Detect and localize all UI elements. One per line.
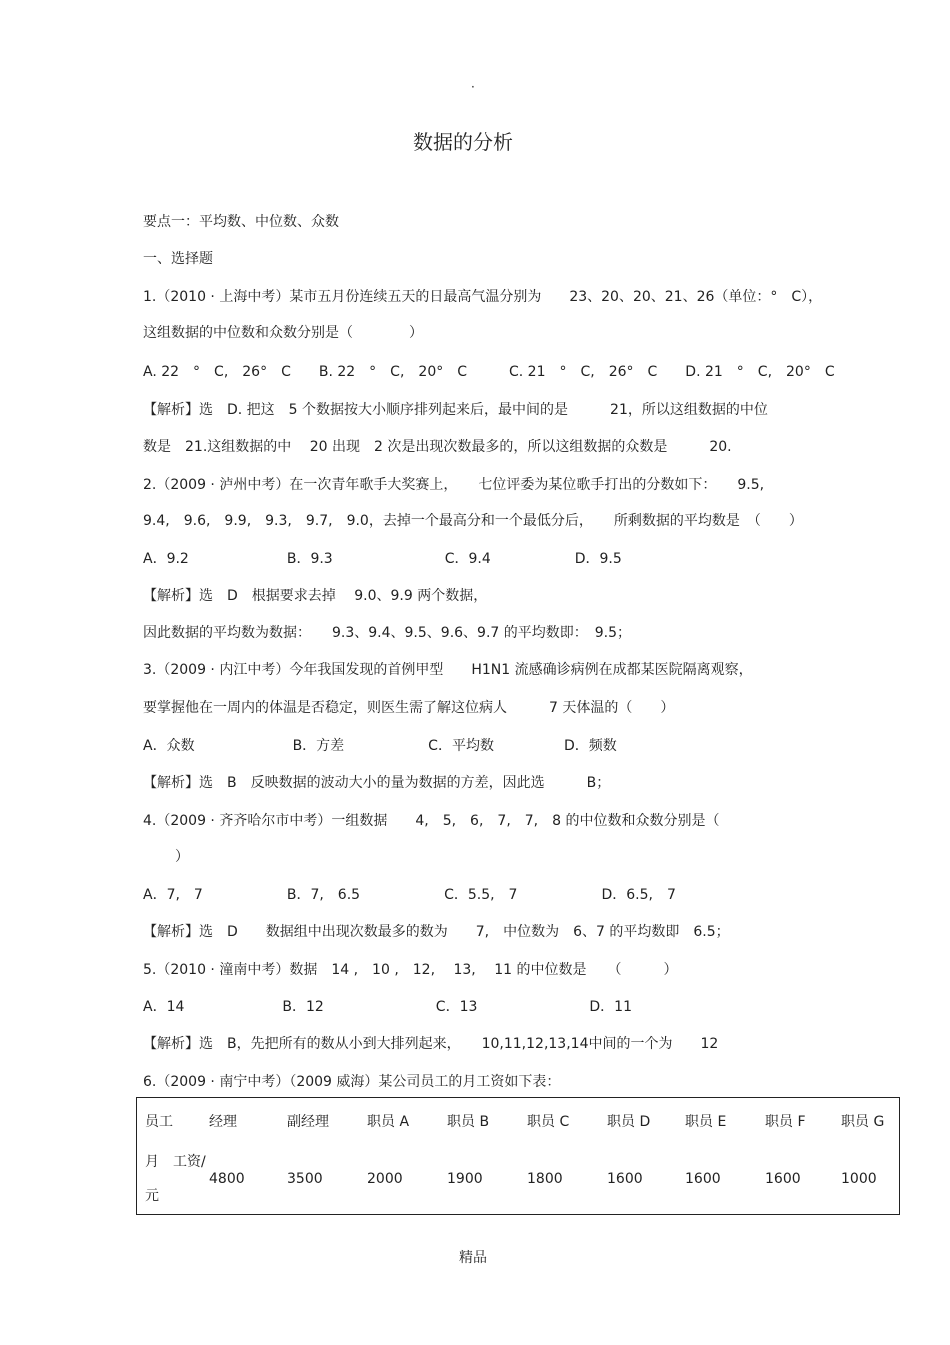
wage-table bbox=[136, 1097, 900, 1215]
text-line: ） bbox=[175, 849, 189, 865]
table-header-cell: 职员 A bbox=[367, 1113, 410, 1130]
table-cell: 1000 bbox=[841, 1170, 877, 1187]
footer-label: 精品 bbox=[459, 1250, 487, 1266]
text-line: A. 22 ° C, 26° C B. 22 ° C, 20° C C. 21 ° C, 26° C D. 21 ° C, 20° C bbox=[143, 364, 835, 380]
text-line: A．众数 B．方差 C．平均数 D．频数 bbox=[143, 738, 617, 754]
text-line: 数是 21.这组数据的中 20 出现 2 次是出现次数最多的，所以这组数据的众数是 20. bbox=[143, 439, 732, 455]
table-cell: 1900 bbox=[447, 1170, 483, 1187]
table-header-cell: 员工 bbox=[145, 1113, 173, 1130]
table-cell: 2000 bbox=[367, 1170, 403, 1187]
table-row bbox=[137, 1144, 900, 1215]
table-header-cell: 职员 E bbox=[685, 1113, 727, 1130]
table-cell: 4800 bbox=[209, 1170, 245, 1187]
table-header-cell: 职员 D bbox=[607, 1113, 651, 1130]
text-line: 2.（2009 · 泸州中考）在一次青年歌手大奖赛上， 七位评委为某位歌手打出的分数如下： 9.5, bbox=[143, 477, 765, 493]
table-cell: 1600 bbox=[607, 1170, 643, 1187]
table-row-label: 月 工资/ 元 bbox=[145, 1153, 206, 1204]
text-line: 1.（2010 · 上海中考）某市五月份连续五天的日最高气温分别为 23、20、20、21、26（单位：° C）， bbox=[143, 289, 823, 305]
text-line: 4.（2009 · 齐齐哈尔市中考）一组数据 4, 5, 6, 7, 7, 8 的中位数和众数分别是（ bbox=[143, 813, 720, 829]
header-mark: · bbox=[471, 80, 475, 94]
subsection-heading: 一、选择题 bbox=[143, 251, 213, 267]
table-header-row bbox=[137, 1098, 900, 1144]
text-line: 6.（2009 · 南宁中考）（2009 威海）某公司员工的月工资如下表： bbox=[143, 1074, 561, 1090]
page-title: 数据的分析 bbox=[413, 130, 513, 154]
text-line: 【解析】选 D 数据组中出现次数最多的数为 7, 中位数为 6、7 的平均数即 6.5； bbox=[143, 924, 730, 940]
text-line: A．14 B．12 C．13 D．11 bbox=[143, 999, 632, 1015]
text-line: 【解析】选 B 反映数据的波动大小的量为数据的方差，因此选 B； bbox=[143, 775, 611, 791]
table-cell: 1600 bbox=[685, 1170, 721, 1187]
text-line: 3.（2009 · 内江中考）今年我国发现的首例甲型 H1N1 流感确诊病例在成都某医院隔离观察， bbox=[143, 662, 753, 678]
table-header-cell: 副经理 bbox=[287, 1113, 329, 1130]
table-header-cell: 职员 F bbox=[765, 1113, 806, 1130]
text-line: A．7, 7 B．7, 6.5 C．5.5, 7 D．6.5, 7 bbox=[143, 887, 676, 903]
text-line: 要掌握他在一周内的体温是否稳定，则医生需了解这位病人 7 天体温的（ ） bbox=[143, 700, 675, 716]
text-line: 5.（2010 · 潼南中考）数据 14 , 10 , 12, 13, 11 的中位数是 （ ） bbox=[143, 962, 678, 978]
text-line: A．9.2 B．9.3 C．9.4 D．9.5 bbox=[143, 551, 622, 567]
table-cell: 1800 bbox=[527, 1170, 563, 1187]
text-line: 这组数据的中位数和众数分别是（ ） bbox=[143, 325, 423, 341]
table-header-cell: 职员 C bbox=[527, 1113, 570, 1130]
text-line: 9.4, 9.6, 9.9, 9.3, 9.7, 9.0，去掉一个最高分和一个最低分后， 所剩数据的平均数是 （ ） bbox=[143, 513, 803, 529]
table-header-cell: 经理 bbox=[209, 1113, 237, 1130]
table-header-cell: 职员 G bbox=[841, 1113, 885, 1130]
text-line: 【解析】选 D. 把这 5 个数据按大小顺序排列起来后，最中间的是 21，所以这组数据的中位 bbox=[143, 402, 768, 418]
table-cell: 3500 bbox=[287, 1170, 323, 1187]
table-header-cell: 职员 B bbox=[447, 1113, 490, 1130]
section-heading: 要点一：平均数、中位数、众数 bbox=[143, 214, 339, 230]
text-line: 【解析】选 B，先把所有的数从小到大排列起来， 10,11,12,13,14中间的一个为 12 bbox=[143, 1036, 719, 1052]
table-cell: 1600 bbox=[765, 1170, 801, 1187]
text-line: 【解析】选 D 根据要求去掉 9.0、9.9 两个数据， bbox=[143, 588, 488, 604]
text-line: 因此数据的平均数为数据： 9.3、9.4、9.5、9.6、9.7 的平均数即： 9.5； bbox=[143, 625, 632, 641]
